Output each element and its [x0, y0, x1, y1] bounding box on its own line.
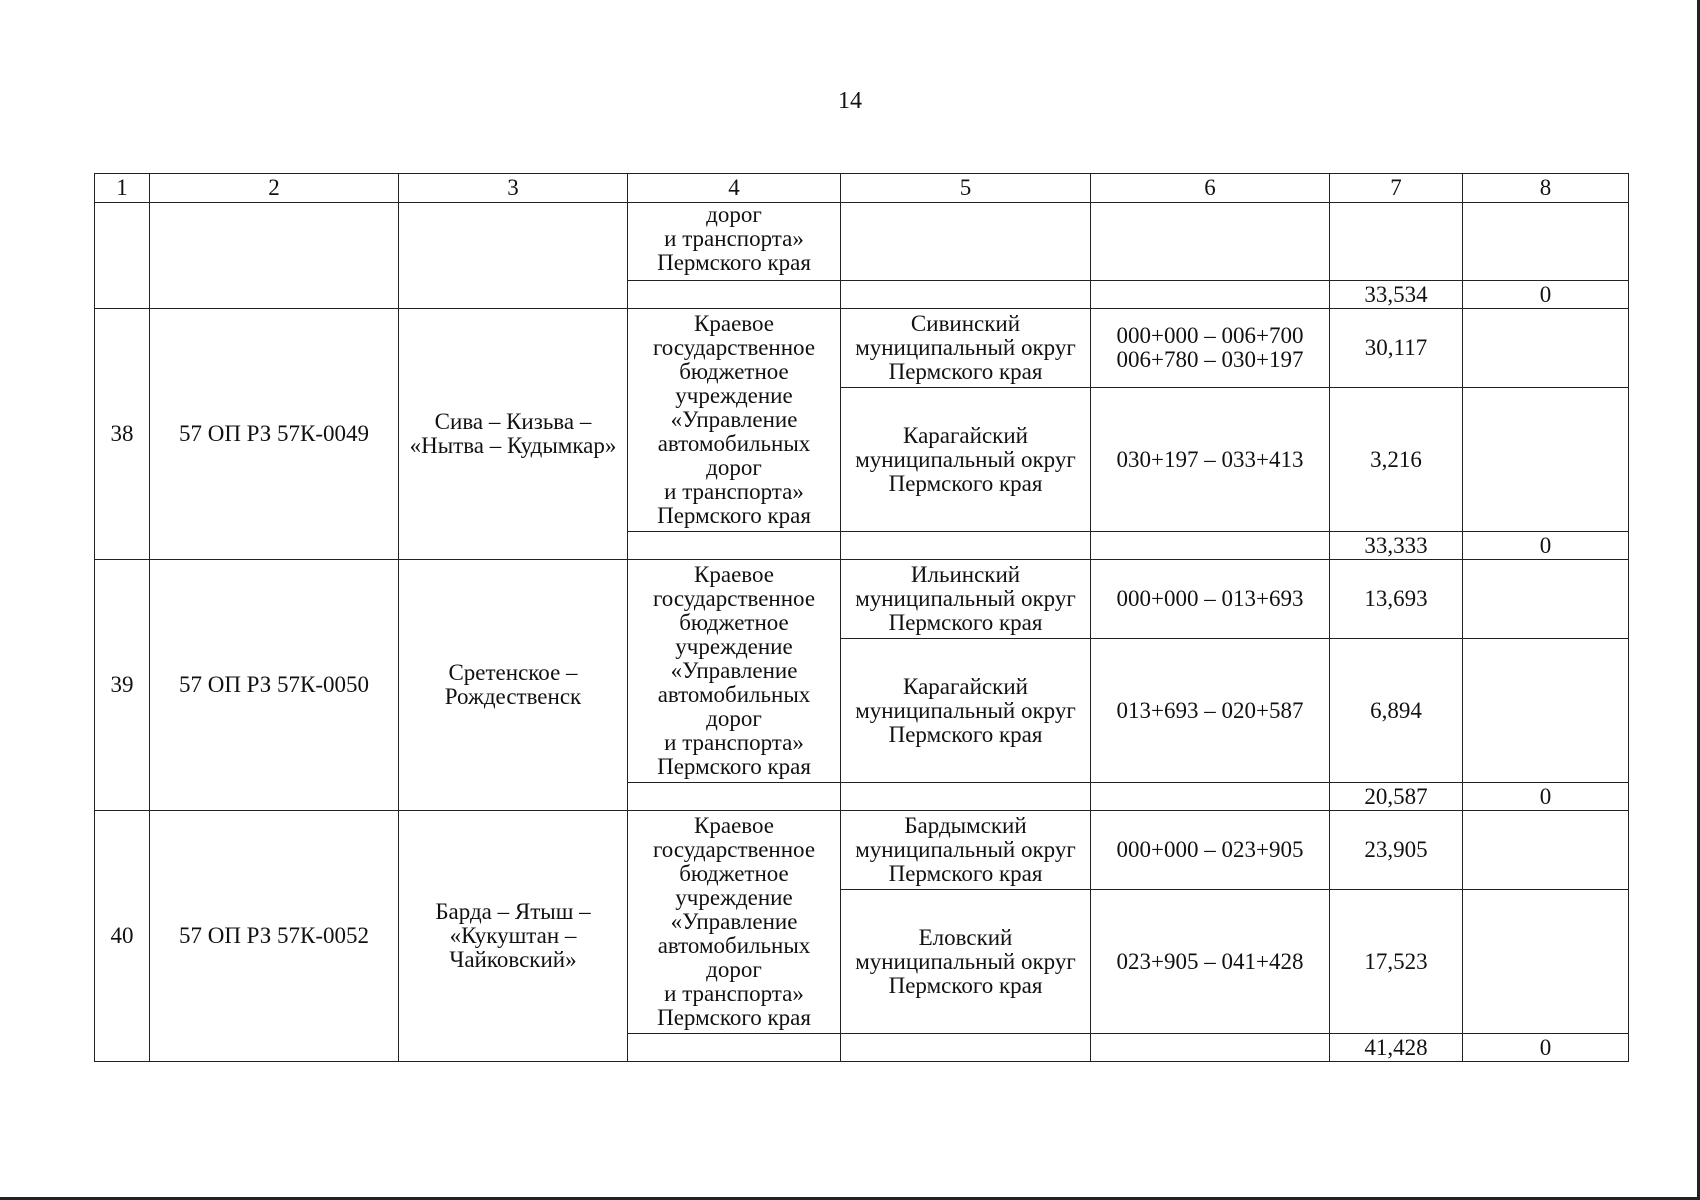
cell-organization: Краевое государственное бюджетное учреждение «Управление автомобильных дорог и транспорта» Пермского края	[628, 811, 841, 1034]
header-cell: 5	[841, 174, 1091, 203]
cell-road-name: Барда – Ятыш – «Кукуштан – Чайковский»	[399, 811, 628, 1062]
cell-organization: дорог и транспорта» Пермского края	[628, 203, 841, 281]
cell-km-range: 030+197 – 033+413	[1091, 388, 1330, 532]
table-row	[95, 309, 1629, 388]
cell-total-col8: 0	[1463, 532, 1629, 560]
cell-total-col8: 0	[1463, 281, 1629, 309]
table-row	[95, 811, 1629, 890]
cell-length: 23,905	[1330, 811, 1463, 890]
cell-municipality: Еловский муниципальный округ Пермского края	[841, 890, 1091, 1034]
cell-km-range	[1091, 203, 1330, 281]
cell-col8	[1463, 811, 1629, 890]
cell-col8	[1463, 388, 1629, 532]
header-cell: 1	[95, 174, 150, 203]
cell-col8	[1463, 890, 1629, 1034]
header-cell: 8	[1463, 174, 1629, 203]
cell-municipality: Сивинский муниципальный округ Пермского края	[841, 309, 1091, 388]
cell-col8	[1463, 560, 1629, 639]
cell-total-col8: 0	[1463, 783, 1629, 811]
cell-total-length: 41,428	[1330, 1034, 1463, 1062]
cell-road-name: Сива – Кизьва – «Нытва – Кудымкар»	[399, 309, 628, 560]
cell-total-col8: 0	[1463, 1034, 1629, 1062]
header-cell: 3	[399, 174, 628, 203]
cell-municipality	[841, 203, 1091, 281]
cell-km-range: 000+000 – 006+700 006+780 – 030+197	[1091, 309, 1330, 388]
cell-road-name	[399, 203, 628, 309]
cell-road-id: 57 ОП РЗ 57К-0050	[150, 560, 399, 811]
header-cell: 2	[150, 174, 399, 203]
cell-km-range: 000+000 – 023+905	[1091, 811, 1330, 890]
cell-num: 39	[95, 560, 150, 811]
cell-municipality: Ильинский муниципальный округ Пермского края	[841, 560, 1091, 639]
cell-municipality: Бардымский муниципальный округ Пермского края	[841, 811, 1091, 890]
cell-num: 38	[95, 309, 150, 560]
cell-road-id: 57 ОП РЗ 57К-0049	[150, 309, 399, 560]
cell-road-name: Сретенское – Рождественск	[399, 560, 628, 811]
cell-km-range: 023+905 – 041+428	[1091, 890, 1330, 1034]
cell-organization: Краевое государственное бюджетное учреждение «Управление автомобильных дорог и транспорта» Пермского края	[628, 309, 841, 532]
cell-municipality: Карагайский муниципальный округ Пермского края	[841, 639, 1091, 783]
table-row	[95, 560, 1629, 639]
cell-col8	[1463, 309, 1629, 388]
cell-total-length: 33,333	[1330, 532, 1463, 560]
header-cell: 4	[628, 174, 841, 203]
cell-total-length: 33,534	[1330, 281, 1463, 309]
roads-table	[94, 173, 1629, 1062]
cell-num	[95, 203, 150, 309]
cell-km-range: 013+693 – 020+587	[1091, 639, 1330, 783]
cell-road-id	[150, 203, 399, 309]
cell-road-id: 57 ОП РЗ 57К-0052	[150, 811, 399, 1062]
cell-length	[1330, 203, 1463, 281]
header-cell: 7	[1330, 174, 1463, 203]
cell-length: 3,216	[1330, 388, 1463, 532]
cell-length: 30,117	[1330, 309, 1463, 388]
cell-organization: Краевое государственное бюджетное учреждение «Управление автомобильных дорог и транспорта» Пермского края	[628, 560, 841, 783]
cell-length: 17,523	[1330, 890, 1463, 1034]
cell-km-range: 000+000 – 013+693	[1091, 560, 1330, 639]
table-row	[95, 203, 1629, 281]
cell-length: 13,693	[1330, 560, 1463, 639]
cell-municipality: Карагайский муниципальный округ Пермского края	[841, 388, 1091, 532]
cell-length: 6,894	[1330, 639, 1463, 783]
cell-col8	[1463, 639, 1629, 783]
page-number: 14	[838, 88, 862, 114]
header-row	[95, 174, 1629, 203]
cell-col8	[1463, 203, 1629, 281]
cell-num: 40	[95, 811, 150, 1062]
header-cell: 6	[1091, 174, 1330, 203]
cell-total-length: 20,587	[1330, 783, 1463, 811]
